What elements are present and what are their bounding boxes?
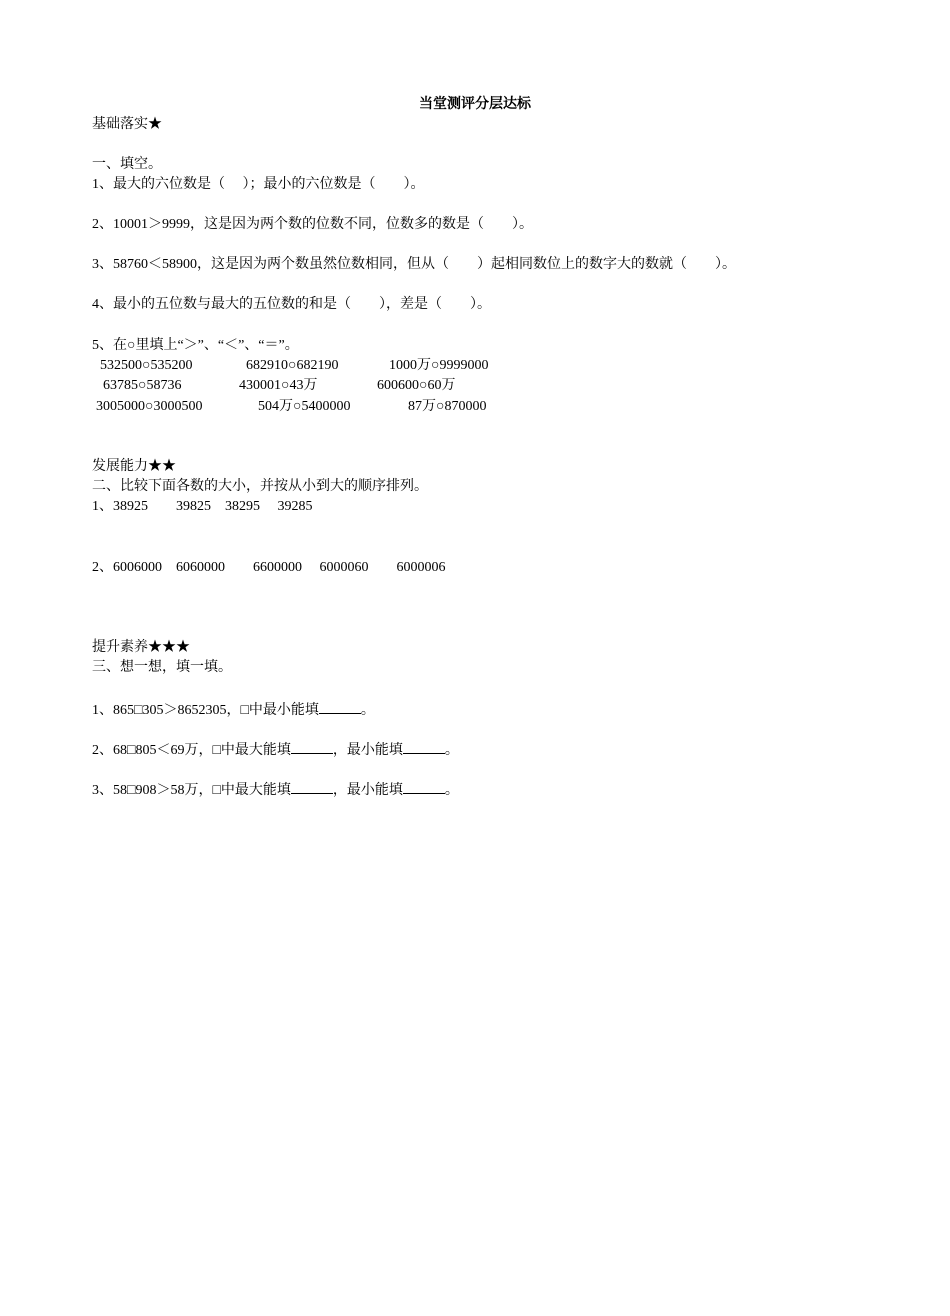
section-header-basic: 基础落实★ [92,117,162,132]
question-2-2: 2、6006000 6060000 6600000 6000060 6000006 [92,560,446,575]
part-title-fill-blank: 一、填空。 [92,157,162,172]
answer-blank [291,739,333,754]
answer-blank [403,739,445,754]
comparison-item: 430001○43万 [239,378,318,393]
answer-blank [319,699,361,714]
answer-blank [403,779,445,794]
comparison-item: 87万○870000 [408,399,487,414]
question-3-3-text: 3、58□908＞58万，□中最大能填 [92,783,291,798]
question-3-3-mid: ，最小能填 [332,783,403,798]
section-header-develop: 发展能力★★ [92,459,176,474]
question-1-5: 5、在○里填上“＞”、“＜”、“＝”。 [92,338,299,353]
comparison-item: 682910○682190 [246,358,339,373]
question-3-2-mid: ，最小能填 [332,743,403,758]
part-title-think: 三、想一想，填一填。 [92,660,232,675]
question-1-3: 3、58760＜58900，这是因为两个数虽然位数相同，但从（ ）起相同数位上的数字大的数就（ ）。 [92,257,736,272]
question-3-3 [92,779,459,800]
part-title-compare: 二、比较下面各数的大小，并按从小到大的顺序排列。 [92,479,428,494]
page-title: 当堂测评分层达标 [419,97,531,112]
question-3-1-end: 。 [360,703,375,718]
question-3-2-end: 。 [444,743,459,758]
question-1-4: 4、最小的五位数与最大的五位数的和是（ ），差是（ ）。 [92,297,491,312]
comparison-item: 63785○58736 [103,378,182,393]
question-2-1: 1、38925 39825 38295 39285 [92,499,313,514]
comparison-item: 600600○60万 [377,378,456,393]
comparison-item: 504万○5400000 [258,399,351,414]
question-1-2: 2、10001＞9999，这是因为两个数的位数不同，位数多的数是（ ）。 [92,217,533,232]
answer-blank [291,779,333,794]
question-3-2 [92,739,459,760]
question-3-1 [92,699,375,720]
comparison-item: 532500○535200 [100,358,193,373]
question-1-1: 1、最大的六位数是（ ）；最小的六位数是（ ）。 [92,177,425,192]
section-header-improve: 提升素养★★★ [92,640,190,655]
comparison-item: 1000万○9999000 [389,358,489,373]
comparison-item: 3005000○3000500 [96,399,203,414]
question-3-1-text: 1、865□305＞8652305，□中最小能填 [92,703,319,718]
question-3-3-end: 。 [444,783,459,798]
question-3-2-text: 2、68□805＜69万，□中最大能填 [92,743,291,758]
